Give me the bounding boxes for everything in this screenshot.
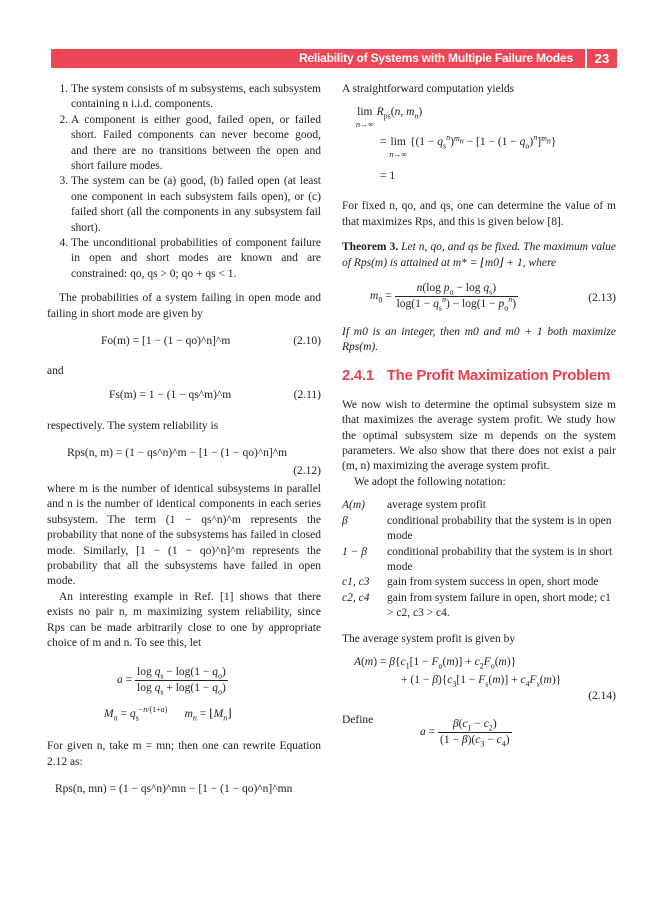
limit-line-2: = lim n→∞ $\{(1 - q_s^n)^{m_n} - [1 - (1 - q_o)^n]^{m_n}\}$ xyxy=(380,133,557,159)
equation-2-11-number: (2.11) xyxy=(293,388,321,401)
paragraph-probabilities: The probabilities of a system failing in open mode and failing in short mode are given by xyxy=(47,292,321,320)
notation-item: 1 − β conditional probability that the system is in short mode xyxy=(342,545,613,573)
theorem-label: Theorem 3. xyxy=(342,241,399,254)
assumption-list xyxy=(47,82,321,282)
equation-2-14-number: (2.14) xyxy=(588,689,616,702)
equation-2-11-body: Fs(m) = 1 − (1 − qs^m)^m xyxy=(109,388,232,401)
notation-list xyxy=(342,498,616,621)
section-title: The Profit Maximization Problem xyxy=(386,366,610,384)
running-header xyxy=(51,49,617,68)
theorem-text: Let n, qo, and qs be fixed. The maximum value of Rps(m) is attained at m* = ⌊m0⌋ + 1, where xyxy=(342,241,616,269)
equation-final xyxy=(47,782,321,804)
equation-limit xyxy=(342,105,616,189)
paragraph-average: The average system profit is given by xyxy=(342,632,516,645)
equation-2-10-body: Fo(m) = [1 − (1 − qo)^n]^m xyxy=(101,335,231,348)
equation-define-a: a = $\frac{\beta(c_1 - c_2)}{(1 - \beta)(c_3 - c_4)}$ xyxy=(420,717,510,749)
left-column xyxy=(47,82,321,804)
equation-2-12-number: (2.12) xyxy=(293,464,321,477)
equation-2-13-body: $m_0$ = $\frac{n(\log p_o - \log q_s)}{\log(1 - q_s^n) - \log(1 - p_o^n)}$ xyxy=(370,282,517,313)
notation-item: A(m) average system profit xyxy=(342,499,486,512)
equation-a: a = $\frac{\log q_s - \log(1 - q_o)}{\log q_s + \log(1 - q_o)}$ xyxy=(117,666,226,697)
equation-2-14-line-1: $A(m) = \beta\{c_1[1 - F_o(m)] + c_2F_o(m)\}$ xyxy=(354,655,517,671)
equation-2-10-number: (2.10) xyxy=(293,335,321,348)
theorem-3 xyxy=(342,240,616,271)
equation-2-12-body: Rps(n, m) = (1 − qs^n)^m − [1 − (1 − qo)^n]^m xyxy=(67,446,288,459)
word-and: and xyxy=(47,365,64,378)
paragraph-reliability: respectively. The system reliability is xyxy=(47,419,219,432)
equation-2-13-number: (2.13) xyxy=(588,292,616,305)
paragraph-example: An interesting example in Ref. [1] shows that there exists no pair n, m maximizing system reliability, since Rps can be made arbitrarily close to one by appropriate choice of m and n. To see this, let xyxy=(47,590,321,649)
equation-mn: $M_n = q_s^{-n/(1+a)}$ $m_n$ = $⌊M_n⌋$ xyxy=(104,705,232,723)
assumption-4: 4. The unconditional probabilities of component failure in open and short modes are known and are constrained: qo, qs > 0; qo + qs < 1. xyxy=(71,236,321,282)
right-column xyxy=(342,82,616,751)
assumption-3: 3. The system can be (a) good, (b) failed open (at least one component in each subsystem fails open), or (c) failed short (all the components in any subsystem fail short). xyxy=(71,174,321,236)
paragraph-given: For given n, take m = mn; then one can rewrite Equation 2.12 as: xyxy=(47,740,321,768)
paragraph-if-integer: If m0 is an integer, then m0 and m0 + 1 both maximize Rps(m). xyxy=(342,326,616,354)
equation-2-14-line-2: + $(1 - \beta)\{c_3[1 - F_s(m)] + c_4F_s(m)\}$ xyxy=(401,673,562,689)
equation-2-11 xyxy=(47,388,321,410)
paragraph-determine: We now wish to determine the optimal subsystem size m that maximizes the average system profit. We study how the optimal subsystem size m depends on the system parameters. We also show that there does not exist a pair (m, n) maximizing the average system profit. xyxy=(342,398,616,473)
paragraph-fixed: For fixed n, qo, and qs, one can determine the value of m that maximizes Rps, and this is given below [8]. xyxy=(342,200,616,228)
define-block xyxy=(342,711,616,751)
limit-line-1: lim n→∞ $R_{ps}(n$, $m_n$) xyxy=(356,106,423,129)
notation-item: c2, c4 gain from system failure in open, short mode; c1 > c2, c3 > c4. xyxy=(342,591,611,620)
equation-2-14 xyxy=(342,655,616,707)
notation-item: c1, c3 gain from system success in open, short mode xyxy=(342,576,599,589)
paragraph-computation: A straightforward computation yields xyxy=(342,83,515,95)
equation-a-mn xyxy=(47,659,321,729)
equation-2-13 xyxy=(342,279,616,319)
assumption-1: 1. The system consists of m subsystems, each subsystem containing n i.i.d. components. xyxy=(71,82,321,113)
equation-final-body: Rps(n, mn) = (1 − qs^n)^mn − [1 − (1 − qo)^n]^mn xyxy=(55,783,293,796)
equation-2-12 xyxy=(47,446,321,482)
paragraph-adopt: We adopt the following notation: xyxy=(354,475,506,488)
section-heading xyxy=(342,368,616,392)
assumption-2: 2. A component is either good, failed open, or failed short. Failed components can never become good, and there are no transitions between the open and short failure modes. xyxy=(71,113,321,175)
fraction-a: $\frac{\log q_s - \log(1 - q_o)}{\log q_s + \log(1 - q_o)}$ xyxy=(137,666,226,697)
word-define: Define xyxy=(342,713,374,726)
equation-2-10 xyxy=(47,334,321,356)
limit-line-3: = 1 xyxy=(380,170,396,183)
paragraph-where: where m is the number of identical subsystems in parallel and n is the number of identical components in each series subsystem. The term (1 − qs^n)^m represents the probability that none of the subsystems has failed in closed mode. Similarly, [1 − (1 − qo)^n]^m represents the probability that all the subsystems have failed in open mode. xyxy=(47,482,321,588)
running-title: Reliability of Systems with Multiple Failure Modes xyxy=(298,51,573,65)
section-number: 2.4.1 xyxy=(342,366,374,384)
notation-item: β conditional probability that the system is in open mode xyxy=(342,514,612,543)
page-number: 23 xyxy=(594,51,610,66)
